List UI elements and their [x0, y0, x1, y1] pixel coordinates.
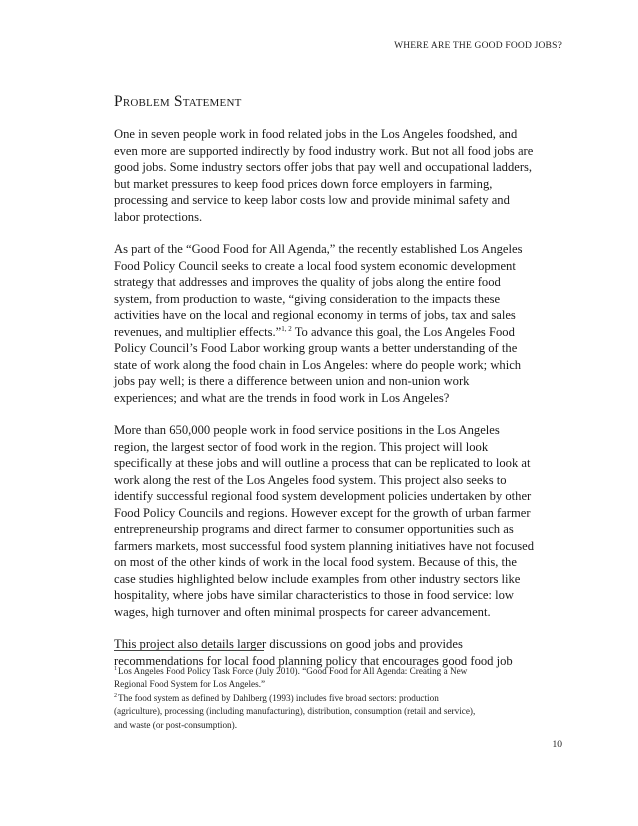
text-line: As part of the “Good Food for All Agenda,” the recently established Los Angeles [114, 242, 523, 256]
text-line: entrepreneurship programs and direct farmer to consumer opportunities such as [114, 522, 514, 536]
text-line: One in seven people work in food related jobs in the Los Angeles foodshed, and [114, 127, 518, 141]
footnote-text: The food system as defined by Dahlberg (1993) includes five broad sectors: production [118, 692, 439, 703]
text-line: good jobs. Some industry sectors offer jobs that pay well and occupational ladders, [114, 160, 533, 174]
text-fragment: To advance this goal, the Los Angeles Food [291, 324, 515, 339]
section-title: Problem Statement [114, 93, 242, 110]
paragraph-1 [114, 126, 580, 225]
text-line: work along the rest of the Los Angeles food system. This project also seeks to [114, 472, 507, 487]
text-line: identify successful regional food system development policies undertaken by other [114, 489, 532, 503]
text-line: case studies highlighted below include examples from other industry sectors like [114, 571, 521, 586]
footnote-text: Los Angeles Food Policy Task Force (July 2010). “Good Food for All Agenda: Creating a New [118, 666, 468, 676]
paragraph-3 [114, 422, 580, 620]
footnote-divider [114, 650, 264, 651]
footnote-line: (agriculture), processing (including manufacturing), distribution, consumption (retail and service), [114, 706, 476, 717]
text-line: processing and service to keep labor costs low and provide minimal safety and [114, 193, 510, 207]
footnote-reference: 1, 2 [281, 324, 292, 333]
text-line: experiences; and what are the trends in food work in Los Angeles? [114, 390, 450, 405]
text-line: More than 650,000 people work in food service positions in the Los Angeles [114, 423, 500, 437]
text-line: specifically at these jobs and will outline a process that can be replicated to look at [114, 456, 531, 470]
footnote-marker: 2 [114, 692, 117, 699]
text-line: but market pressures to keep food prices down force employers in farming, [114, 176, 493, 191]
footnote-marker: 1 [114, 666, 117, 672]
text-line: Policy Council’s Food Labor working group wants a better understanding of the [114, 341, 518, 355]
footnote-line: and waste (or post-consumption). [114, 719, 237, 730]
text-line-with-footnote-ref [114, 324, 580, 341]
footnote-line [114, 665, 580, 678]
text-line: recommendations for local food planning policy that encourages good food job [114, 653, 513, 668]
text-line: on most of the other kinds of work in the local food system. Because of this, the [114, 555, 517, 569]
text-line: farmers markets, most successful food system planning initiatives have not focused [114, 538, 535, 553]
text-fragment: revenues, and multiplier effects.” [114, 324, 282, 339]
text-line: Food Policy Councils and regions. However except for the growth of urban farmer [114, 505, 531, 520]
text-line: activities have on the local and regional economy in terms of jobs, tax and sales [114, 308, 516, 322]
text-line: strategy that addresses and improves the quality of jobs along the entire food [114, 275, 501, 289]
footnotes [114, 665, 580, 732]
text-line: state of work along the food chain in Los Angeles: where do people work; which [114, 357, 522, 372]
text-line: wages, high turnover and often minimal prospects for career advancement. [114, 604, 491, 619]
text-line: hospitality, where jobs have similar characteristics to those in food service: low [114, 588, 514, 602]
text-line: region, the largest sector of food work in the region. This project will look [114, 439, 489, 454]
paragraph-2 [114, 241, 580, 406]
footnote-line [114, 692, 580, 705]
text-line: labor protections. [114, 209, 203, 224]
footnote-2 [114, 692, 580, 732]
page-number: 10 [552, 740, 562, 750]
footnote-1 [114, 665, 580, 692]
body-text [114, 126, 580, 685]
text-line: This project also details larger discussions on good jobs and provides [114, 637, 463, 651]
text-line: Food Policy Council seeks to create a local food system economic development [114, 258, 516, 273]
text-line: even more are supported indirectly by food industry work. But not all food jobs are [114, 143, 534, 158]
footnote-line: Regional Food System for Los Angeles.” [114, 679, 266, 690]
running-header: WHERE ARE THE GOOD FOOD JOBS? [394, 41, 562, 51]
text-line: jobs pay well; is there a difference between union and non-union work [114, 374, 470, 388]
text-line: system, from production to waste, “giving consideration to the impacts these [114, 291, 501, 306]
